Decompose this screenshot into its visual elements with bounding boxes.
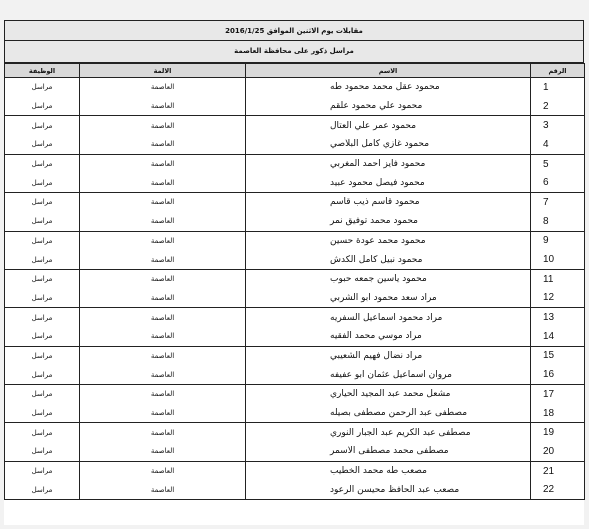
row-name: مراد سعد محمود ابو الشربي bbox=[246, 289, 531, 308]
row-number: 11 bbox=[531, 269, 585, 288]
row-number: 18 bbox=[531, 404, 585, 423]
row-name: مصطفى عبد الكريم عبد الجبار النوري bbox=[246, 423, 531, 442]
row-governorate: العاصمة bbox=[80, 480, 246, 499]
row-name: محمود عمر علي العتال bbox=[246, 116, 531, 135]
column-header-name: الاسم bbox=[246, 64, 531, 78]
column-header-governorate: الالمة bbox=[80, 64, 246, 78]
row-name: محمود محمد توفيق نمر bbox=[246, 212, 531, 231]
row-job: مراسل bbox=[5, 308, 80, 327]
row-name: مصطفى عبد الرحمن مصطفى بصيله bbox=[246, 404, 531, 423]
row-governorate: العاصمة bbox=[80, 308, 246, 327]
row-governorate: العاصمة bbox=[80, 365, 246, 384]
row-number: 19 bbox=[531, 423, 585, 442]
row-governorate: العاصمة bbox=[80, 193, 246, 212]
row-governorate: العاصمة bbox=[80, 250, 246, 269]
table-row bbox=[5, 154, 585, 173]
table-row bbox=[5, 346, 585, 365]
row-name: محمود غازي كامل البلاصي bbox=[246, 135, 531, 154]
table-row bbox=[5, 461, 585, 480]
row-number: 10 bbox=[531, 250, 585, 269]
row-name: محمود علي محمود علقم bbox=[246, 97, 531, 116]
table-row bbox=[5, 289, 585, 308]
table-row bbox=[5, 116, 585, 135]
row-job: مراسل bbox=[5, 193, 80, 212]
row-name: محمود فايز احمد المغربي bbox=[246, 154, 531, 173]
row-name: مصعب طه محمد الخطيب bbox=[246, 461, 531, 480]
row-job: مراسل bbox=[5, 346, 80, 365]
table-row bbox=[5, 97, 585, 116]
row-job: مراسل bbox=[5, 327, 80, 346]
table-header-row bbox=[5, 64, 585, 78]
row-job: مراسل bbox=[5, 461, 80, 480]
row-job: مراسل bbox=[5, 365, 80, 384]
row-number: 6 bbox=[531, 173, 585, 192]
row-governorate: العاصمة bbox=[80, 461, 246, 480]
row-governorate: العاصمة bbox=[80, 346, 246, 365]
table-row bbox=[5, 385, 585, 404]
row-governorate: العاصمة bbox=[80, 327, 246, 346]
row-number: 17 bbox=[531, 385, 585, 404]
row-number: 3 bbox=[531, 116, 585, 135]
row-job: مراسل bbox=[5, 231, 80, 250]
row-job: مراسل bbox=[5, 404, 80, 423]
table-row bbox=[5, 269, 585, 288]
row-number: 21 bbox=[531, 461, 585, 480]
row-job: مراسل bbox=[5, 442, 80, 461]
row-number: 1 bbox=[531, 78, 585, 97]
interview-sheet bbox=[4, 20, 584, 525]
row-job: مراسل bbox=[5, 78, 80, 97]
table-row bbox=[5, 442, 585, 461]
row-governorate: العاصمة bbox=[80, 442, 246, 461]
row-number: 22 bbox=[531, 480, 585, 499]
sheet-subtitle: مراسل ذكور على محافظة العاصمة bbox=[4, 41, 584, 63]
row-name: مصطفى محمد مصطفى الاسمر bbox=[246, 442, 531, 461]
row-name: مراد موسي محمد الفقيه bbox=[246, 327, 531, 346]
table-row bbox=[5, 327, 585, 346]
table-row bbox=[5, 231, 585, 250]
table-row bbox=[5, 250, 585, 269]
row-governorate: العاصمة bbox=[80, 289, 246, 308]
table-row bbox=[5, 135, 585, 154]
sheet-title: مقابلات يوم الاثنين الموافق 2016/1/25 bbox=[4, 20, 584, 41]
row-governorate: العاصمة bbox=[80, 135, 246, 154]
row-job: مراسل bbox=[5, 423, 80, 442]
row-number: 20 bbox=[531, 442, 585, 461]
row-number: 12 bbox=[531, 289, 585, 308]
table-row bbox=[5, 423, 585, 442]
row-job: مراسل bbox=[5, 173, 80, 192]
row-number: 2 bbox=[531, 97, 585, 116]
row-governorate: العاصمة bbox=[80, 116, 246, 135]
row-job: مراسل bbox=[5, 480, 80, 499]
table-row bbox=[5, 78, 585, 97]
row-number: 8 bbox=[531, 212, 585, 231]
row-job: مراسل bbox=[5, 269, 80, 288]
row-governorate: العاصمة bbox=[80, 404, 246, 423]
row-name: مراد نضال فهيم الشعيبي bbox=[246, 346, 531, 365]
table-row bbox=[5, 480, 585, 499]
row-name: محمود فيصل محمود عبيد bbox=[246, 173, 531, 192]
row-governorate: العاصمة bbox=[80, 231, 246, 250]
row-job: مراسل bbox=[5, 116, 80, 135]
row-number: 7 bbox=[531, 193, 585, 212]
row-job: مراسل bbox=[5, 212, 80, 231]
table-row bbox=[5, 173, 585, 192]
row-governorate: العاصمة bbox=[80, 173, 246, 192]
row-name: محمود نبيل كامل الكدش bbox=[246, 250, 531, 269]
row-number: 13 bbox=[531, 308, 585, 327]
row-name: مروان اسماعيل عثمان ابو عفيفه bbox=[246, 365, 531, 384]
row-name: محمود قاسم ذيب قاسم bbox=[246, 193, 531, 212]
column-header-job: الوظيفة bbox=[5, 64, 80, 78]
row-name: مشعل محمد عبد المجيد الحياري bbox=[246, 385, 531, 404]
row-job: مراسل bbox=[5, 250, 80, 269]
table-row bbox=[5, 365, 585, 384]
row-governorate: العاصمة bbox=[80, 154, 246, 173]
row-number: 4 bbox=[531, 135, 585, 154]
row-governorate: العاصمة bbox=[80, 78, 246, 97]
row-job: مراسل bbox=[5, 385, 80, 404]
row-name: محمود محمد عودة حسين bbox=[246, 231, 531, 250]
row-job: مراسل bbox=[5, 154, 80, 173]
row-name: محمود عقل محمد محمود طه bbox=[246, 78, 531, 97]
row-job: مراسل bbox=[5, 135, 80, 154]
row-governorate: العاصمة bbox=[80, 97, 246, 116]
row-number: 16 bbox=[531, 365, 585, 384]
row-governorate: العاصمة bbox=[80, 269, 246, 288]
row-number: 9 bbox=[531, 231, 585, 250]
row-number: 5 bbox=[531, 154, 585, 173]
row-job: مراسل bbox=[5, 97, 80, 116]
row-governorate: العاصمة bbox=[80, 423, 246, 442]
row-job: مراسل bbox=[5, 289, 80, 308]
row-name: مراد محمود اسماعيل السفريه bbox=[246, 308, 531, 327]
table-row bbox=[5, 212, 585, 231]
row-governorate: العاصمة bbox=[80, 212, 246, 231]
table-row bbox=[5, 404, 585, 423]
row-name: محمود ياسين جمعه حبوب bbox=[246, 269, 531, 288]
table-body bbox=[5, 78, 585, 500]
candidates-table bbox=[4, 63, 585, 500]
row-number: 14 bbox=[531, 327, 585, 346]
row-name: مصعب عبد الحافظ محيسن الرعود bbox=[246, 480, 531, 499]
row-number: 15 bbox=[531, 346, 585, 365]
row-governorate: العاصمة bbox=[80, 385, 246, 404]
column-header-number: الرقم bbox=[531, 64, 585, 78]
table-row bbox=[5, 308, 585, 327]
table-row bbox=[5, 193, 585, 212]
